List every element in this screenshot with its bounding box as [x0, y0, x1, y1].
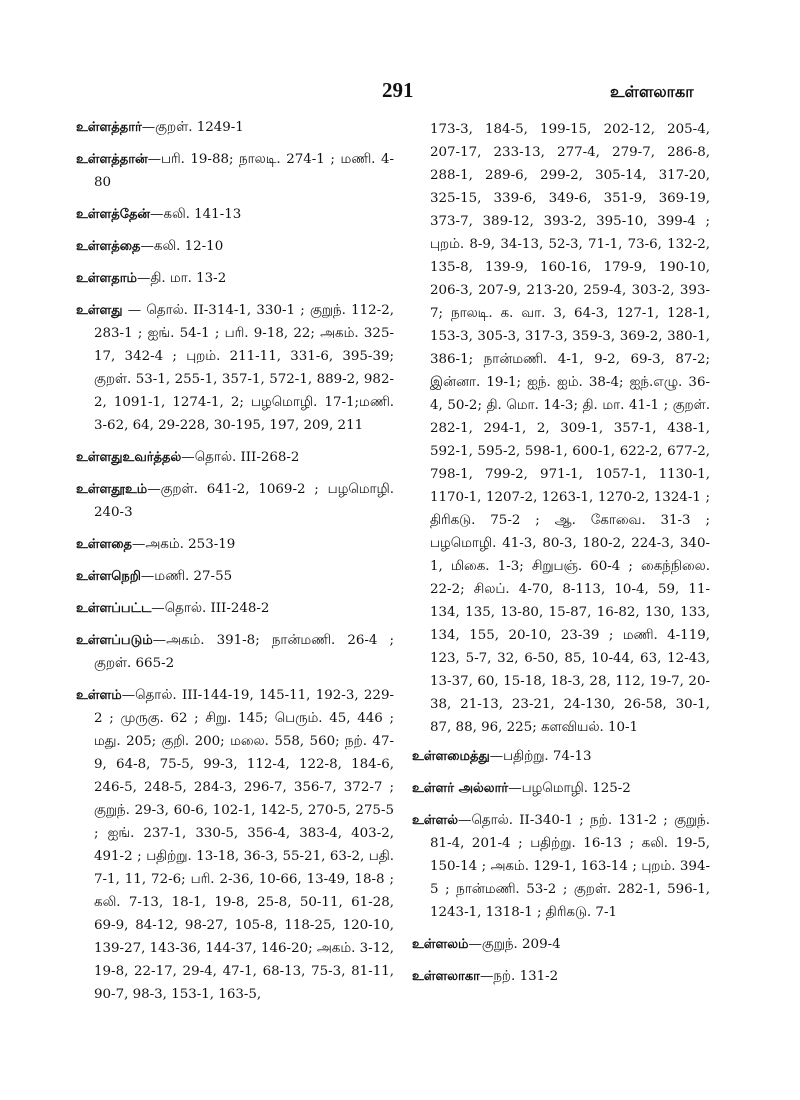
index-entry — [76, 235, 394, 258]
entry-references: —குறள். 1249-1 — [141, 120, 244, 135]
index-entry — [76, 684, 394, 1006]
entry-references: —தொல். III-268-2 — [181, 450, 300, 465]
running-head: உள்ளலாகா — [610, 82, 694, 101]
index-entry — [76, 148, 394, 194]
entry-headword: உள்ளதூஉம் — [76, 482, 148, 497]
entry-references: —தொல். III-248-2 — [151, 601, 270, 616]
entry-references: —பழமொழி. 125-2 — [508, 781, 631, 796]
index-entry — [412, 745, 710, 768]
entry-references: —கலி. 141-13 — [150, 207, 242, 222]
index-entry — [412, 933, 710, 956]
entry-headword: உள்ளதாம் — [76, 271, 137, 286]
page-number: 291 — [382, 78, 414, 102]
entry-references: —மணி. 27-55 — [140, 569, 233, 584]
entry-headword: உள்ளதுஉவர்த்தல் — [76, 450, 182, 465]
entry-headword: உள்ளத்தார் — [76, 120, 142, 135]
entry-headword: உள்ளத்தான் — [76, 152, 148, 167]
entry-headword: உள்ளப்படும் — [76, 633, 153, 648]
entry-headword: உள்ளர் அல்லார் — [412, 781, 509, 796]
entry-headword: உள்ளத்தை — [76, 239, 141, 254]
entry-headword: உள்ளலாகா — [412, 969, 480, 984]
entry-references: —பதிற்று. 74-13 — [489, 749, 592, 764]
index-entry — [412, 965, 710, 988]
left-column — [76, 116, 394, 1015]
entry-headword: உள்ளப்பட்ட — [76, 601, 152, 616]
entry-headword: உள்ளலம் — [412, 937, 469, 952]
index-entry — [76, 299, 394, 437]
index-entry — [76, 565, 394, 588]
entry-headword: உள்ளம் — [76, 688, 122, 703]
index-entry — [76, 446, 394, 469]
entry-references: —நற். 131-2 — [479, 969, 559, 984]
index-entry — [412, 118, 710, 739]
entry-headword: உள்ளது — [76, 303, 123, 318]
entry-headword: உள்ளத்தேன் — [76, 207, 151, 222]
index-entry — [76, 267, 394, 290]
right-column — [412, 118, 710, 997]
entry-references: —கலி. 12-10 — [140, 239, 224, 254]
entry-headword: உள்ளநெறி — [76, 569, 141, 584]
index-entry — [412, 777, 710, 800]
entry-headword: உள்ளமைத்து — [412, 749, 490, 764]
entry-references: 173-3, 184-5, 199-15, 202-12, 205-4, 207-17, 233-13, 277-4, 279-7, 286-8, 288-1, 289-6, 299-2, 305-14, 317-20, 325-15, 339-6, 349-6, 351-9, 369-19, 373-7, 389-12, 393-2, 395-10, 399-4 ; புறம். 8-9, 34-13, 52-3, 71-1, 73-6, 132-2, 135-8, 139-9, 160-16, 179-9, 190-10, 206-3, 207-9, 213-20, 259-4, 303-2, 393-7; நாலடி. க. வா. 3, 64-3, 127-1, 128-1, 153-3, 305-3, 317-3, 359-3, 369-2, 380-1, 386-1; நான்மணி. 4-1, 9-2, 69-3, 87-2; இன்னா. 19-1; ஐந். ஐம். 38-4; ஐந்.எழு. 36-4, 50-2; தி. மொ. 14-3; தி. மா. 41-1 ; குறள். 282-1, 294-1, 2, 309-1, 357-1, 438-1, 592-1, 595-2, 598-1, 600-1, 622-2, 677-2, 798-1, 799-2, 971-1, 1057-1, 1130-1, 1170-1, 1207-2, 1263-1, 1270-2, 1324-1 ; திரிகடு. 75-2 ; ஆ. கோவை. 31-3 ; பழமொழி. 41-3, 80-3, 180-2, 224-3, 340-1, மிகை. 1-3; சிறுபஞ். 60-4 ; கைந்நிலை. 22-2; சிலப். 4-70, 8-113, 10-4, 59, 11-134, 135, 13-80, 15-87, 16-82, 130, 133, 134, 155, 20-10, 23-39 ; மணி. 4-119, 123, 5-7, 32, 6-50, 85, 10-44, 63, 12-43, 13-37, 60, 15-18, 18-3, 28, 112, 19-7, 20-38, 21-13, 23-21, 24-130, 26-58, 30-1, 87, 88, 96, 225; களவியல். 10-1 — [430, 122, 710, 735]
index-entry — [76, 203, 394, 226]
entry-references: —அகம். 253-19 — [132, 537, 236, 552]
entry-references: —குறள். 641-2, 1069-2 ; பழமொழி. 240-3 — [94, 482, 394, 520]
index-entry — [76, 597, 394, 620]
entry-references: —தொல். III-144-19, 145-11, 192-3, 229-2 ; முருகு. 62 ; சிறு. 145; பெரும். 45, 446 ; மது. 205; குறி. 200; மலை. 558, 560; நற். 47-9, 64-8, 75-5, 99-3, 112-4, 122-8, 184-6, 246-5, 248-5, 284-3, 296-7, 356-7, 372-7 ; குறுந். 29-3, 60-6, 102-1, 142-5, 270-5, 275-5 ; ஐங். 237-1, 330-5, 356-4, 383-4, 403-2, 491-2 ; பதிற்று. 13-18, 36-3, 55-21, 63-2, பதி. 7-1, 11, 72-6; பரி. 2-36, 10-66, 13-49, 18-8 ; கலி. 7-13, 18-1, 19-8, 25-8, 50-11, 61-28, 69-9, 84-12, 98-27, 105-8, 118-25, 120-10, 139-27, 143-36, 144-37, 146-20; அகம். 3-12, 19-8, 22-17, 29-4, 47-1, 68-13, 75-3, 81-11, 90-7, 98-3, 153-1, 163-5, — [94, 688, 394, 1002]
index-entry — [76, 629, 394, 675]
entry-references: —குறுந். 209-4 — [468, 937, 561, 952]
entry-references: —தி. மா. 13-2 — [136, 271, 227, 286]
entry-references: —பரி. 19-88; நாலடி. 274-1 ; மணி. 4-80 — [94, 152, 394, 190]
entry-references: — தொல். II-314-1, 330-1 ; குறுந். 112-2, 283-1 ; ஐங். 54-1 ; பரி. 9-18, 22; அகம். 325-17, 342-4 ; புறம். 211-11, 331-6, 395-39; குறள். 53-1, 255-1, 357-1, 572-1, 889-2, 982-2, 1091-1, 1274-1, 2; பழமொழி. 17-1;மணி. 3-62, 64, 29-228, 30-195, 197, 209, 211 — [94, 303, 394, 433]
index-entry — [76, 533, 394, 556]
entry-headword: உள்ளதை — [76, 537, 133, 552]
entry-headword: உள்ளல் — [412, 813, 459, 828]
index-entry — [76, 478, 394, 524]
entry-references: —அகம். 391-8; நான்மணி. 26-4 ; குறள். 665-2 — [94, 633, 394, 671]
index-entry — [412, 809, 710, 924]
index-entry — [76, 116, 394, 139]
entry-references: —தொல். II-340-1 ; நற். 131-2 ; குறுந். 81-4, 201-4 ; பதிற்று. 16-13 ; கலி. 19-5, 150-14 ; அகம். 129-1, 163-14 ; புறம். 394-5 ; நான்மணி. 53-2 ; குறள். 282-1, 596-1, 1243-1, 1318-1 ; திரிகடு. 7-1 — [430, 813, 710, 920]
